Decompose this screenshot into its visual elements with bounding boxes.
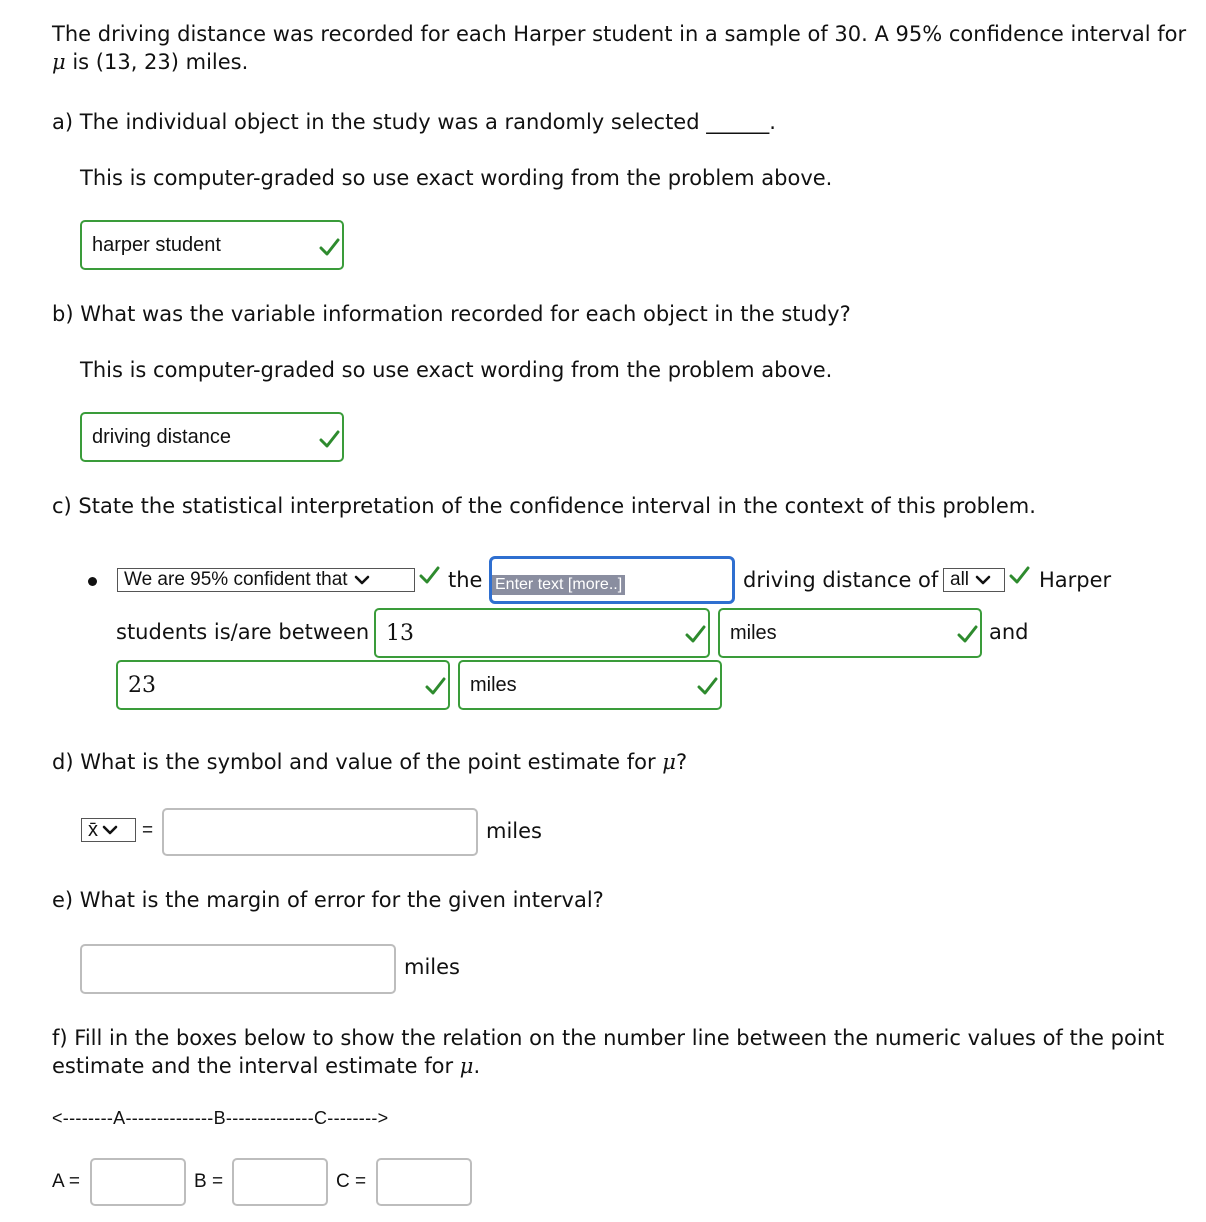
part-f-prompt-line-2: estimate and the interval estimate for μ. <box>52 1054 481 1078</box>
label-c: C = <box>336 1171 367 1192</box>
point-estimate-symbol-select[interactable]: x̄ <box>81 818 136 842</box>
margin-of-error-unit: miles <box>404 955 460 979</box>
part-c-prompt: c) State the statistical interpretation of the confidence interval in the context of this problem. <box>52 494 1036 518</box>
check-icon <box>684 623 706 645</box>
quantifier-select[interactable]: all <box>943 568 1005 592</box>
mu-symbol: μ <box>52 50 66 74</box>
upper-bound-input[interactable]: 23 <box>116 660 450 710</box>
lower-unit-input[interactable]: miles <box>718 608 982 658</box>
bullet-icon <box>88 577 97 586</box>
label-a: A = <box>52 1171 80 1192</box>
part-a-answer-input[interactable]: harper student <box>80 220 344 270</box>
word-the: the <box>448 568 483 592</box>
check-icon <box>418 564 440 586</box>
number-line: <--------A--------------B--------------C--------> <box>52 1108 389 1128</box>
phrase-students-between: students is/are between <box>116 620 370 644</box>
part-a-prompt: a) The individual object in the study was a randomly selected ______. <box>52 110 776 134</box>
question-line-1: The driving distance was recorded for each Harper student in a sample of 30. A 95% confidence interval for <box>52 22 1187 46</box>
margin-of-error-input[interactable] <box>80 944 396 994</box>
upper-unit-input[interactable]: miles <box>458 660 722 710</box>
lower-bound-input[interactable]: 13 <box>374 608 710 658</box>
part-e-prompt: e) What is the margin of error for the given interval? <box>52 888 604 912</box>
part-a-note: This is computer-graded so use exact wording from the problem above. <box>80 166 833 190</box>
word-harper: Harper <box>1039 568 1112 592</box>
mu-symbol: μ <box>662 750 676 774</box>
part-b-prompt: b) What was the variable information recorded for each object in the study? <box>52 302 851 326</box>
part-d-prompt: d) What is the symbol and value of the point estimate for μ? <box>52 750 688 774</box>
chevron-down-icon <box>975 574 991 586</box>
mu-symbol: μ <box>459 1054 474 1078</box>
part-b-note: This is computer-graded so use exact wording from the problem above. <box>80 358 833 382</box>
question-line-2: μ is (13, 23) miles. <box>52 50 249 74</box>
point-estimate-input[interactable] <box>162 808 478 856</box>
placeholder-chip: Enter text [more..] <box>492 575 625 595</box>
value-b-input[interactable] <box>232 1158 328 1206</box>
check-icon <box>424 675 446 697</box>
word-and: and <box>989 620 1029 644</box>
value-c-input[interactable] <box>376 1158 472 1206</box>
parameter-text-input[interactable] <box>489 556 735 604</box>
confidence-phrase-select[interactable]: We are 95% confident that <box>117 568 415 592</box>
check-icon <box>318 428 340 450</box>
part-b-answer-input[interactable]: driving distance <box>80 412 344 462</box>
chevron-down-icon <box>354 574 370 586</box>
part-f-prompt-line-1: f) Fill in the boxes below to show the relation on the number line between the numeric values of the point <box>52 1026 1165 1050</box>
check-icon <box>956 623 978 645</box>
check-icon <box>1008 564 1030 586</box>
value-a-input[interactable] <box>90 1158 186 1206</box>
phrase-driving-distance: driving distance of <box>743 568 939 592</box>
chevron-down-icon <box>102 824 118 836</box>
check-icon <box>318 236 340 258</box>
label-b: B = <box>194 1171 224 1192</box>
check-icon <box>696 675 718 697</box>
point-estimate-unit: miles <box>486 819 542 843</box>
equals-sign: = <box>142 820 154 841</box>
